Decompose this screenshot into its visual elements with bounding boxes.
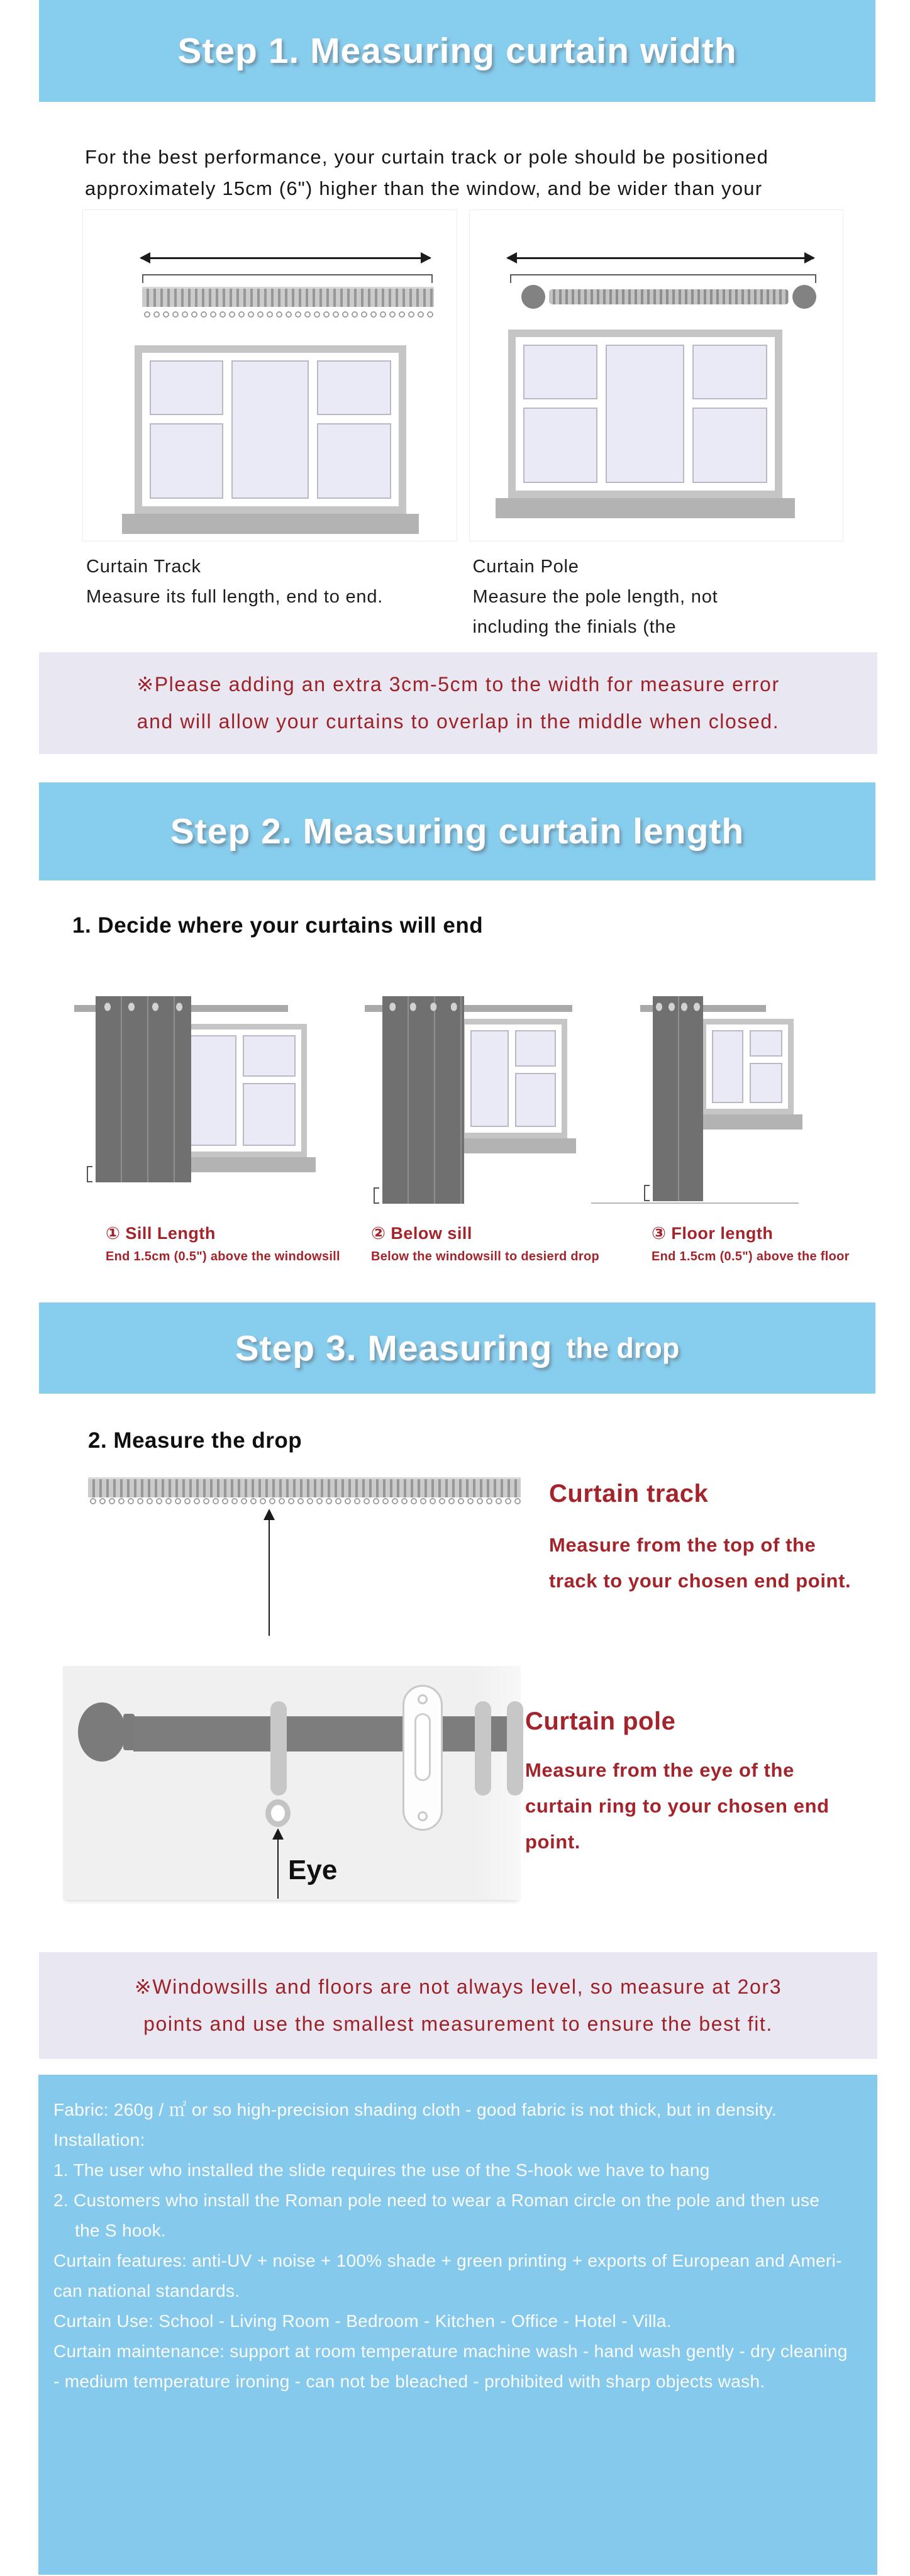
pole-drop-desc: Measure from the eye of the curtain ring to your chosen end point.: [525, 1759, 830, 1853]
step1-intro-line2: approximately 15cm (6") higher than the window, and be wider than your: [85, 177, 763, 199]
pole-bracket-graphic: [402, 1685, 443, 1831]
floor-line: [591, 1202, 799, 1204]
option-floor-length: [635, 989, 880, 1267]
pole-finial-graphic: [78, 1702, 126, 1762]
window-pane: [523, 345, 598, 399]
bracket-screw-icon: [418, 1811, 428, 1821]
window-sill-graphic: [694, 1114, 802, 1130]
curtain-track-caption: [82, 552, 457, 642]
window-sill-graphic: [122, 514, 419, 534]
window-graphic: [175, 1024, 307, 1172]
below-sill-desc: Below the windowsill to desierd drop: [371, 1250, 600, 1263]
curtain-pole-graphic: [549, 289, 789, 304]
step2-heading: 1. Decide where your curtains will end: [72, 913, 484, 938]
step1-figure-row: [82, 209, 843, 541]
footer-installation-heading: Installation:: [53, 2130, 145, 2150]
drop-arrow-icon: [269, 1511, 270, 1636]
window-pane: [231, 360, 309, 499]
curtain-pole-caption-line: Measure the pole length, not: [472, 587, 718, 607]
below-sill-figure: [358, 989, 623, 1209]
width-bracket-icon: [510, 274, 817, 283]
window-pane: [692, 345, 767, 399]
curtain-track-graphic: [88, 1477, 521, 1497]
curtain-pole-graphic: [133, 1716, 521, 1752]
window-pane: [606, 345, 684, 483]
track-drop-title: Curtain track: [549, 1480, 709, 1507]
curtain-pole-caption-title: Curtain Pole: [472, 557, 579, 577]
window-pane: [470, 1030, 509, 1127]
sill-length-desc: End 1.5cm (0.5") above the windowsill: [106, 1250, 340, 1263]
ring-eye-graphic: [265, 1799, 291, 1827]
curtain-graphic: [382, 996, 464, 1204]
footer-maintenance-line1: Curtain maintenance: support at room temperature machine wash - hand wash gently - dry cleaning: [53, 2341, 848, 2361]
window-pane: [523, 408, 598, 483]
sill-length-label: ① Sill Length: [106, 1224, 216, 1243]
option-sill-length: [57, 989, 346, 1267]
window-pane: [186, 1035, 236, 1146]
window-graphic: [459, 1019, 567, 1153]
footer-installation-step2-cont: the S hook.: [75, 2221, 166, 2240]
measure-tick-icon: [644, 1185, 650, 1201]
window-graphic: [135, 345, 406, 514]
width-measure-note-line2: and will allow your curtains to overlap in the middle when closed.: [136, 710, 780, 733]
window-pane: [515, 1030, 556, 1067]
eye-label: Eye: [288, 1855, 338, 1885]
curtain-pole-caption: [469, 552, 844, 642]
below-sill-caption: [358, 1220, 623, 1267]
step3-banner-title: Step 3. Measuring: [235, 1328, 553, 1368]
footer-maintenance-line2: - medium temperature ironing - can not be bleached - prohibited with sharp objects wash.: [53, 2372, 765, 2391]
footer-features-line2: can national standards.: [53, 2281, 240, 2301]
step3-banner-subtitle: the drop: [566, 1331, 680, 1364]
step1-intro-line1: For the best performance, your curtain track or pole should be positioned: [85, 146, 769, 168]
window-graphic: [508, 330, 783, 498]
curtain-track-caption-title: Curtain Track: [86, 557, 201, 577]
step1-intro-paragraph: [85, 142, 874, 204]
width-arrow-icon: [141, 257, 430, 259]
level-measure-note: [39, 1952, 877, 2059]
step1-banner-title: Step 1. Measuring curtain width: [177, 31, 737, 71]
bracket-slot-graphic: [414, 1713, 431, 1781]
curtain-track-figure: [82, 209, 457, 541]
sill-length-figure: [57, 989, 346, 1209]
window-pane: [243, 1083, 296, 1146]
curtain-pole-caption-line: including the finials (the: [472, 617, 677, 637]
step2-banner: [39, 782, 875, 880]
track-drop-desc: Measure from the top of the track to your chosen end point.: [549, 1534, 852, 1592]
level-measure-note-line2: points and use the smallest measurement to ensure the best fit.: [143, 2012, 773, 2035]
track-drop-text: [549, 1480, 910, 1599]
footer-installation-step2: 2. Customers who install the Roman pole need to wear a Roman circle on the pole and then use: [53, 2190, 820, 2210]
width-measure-note: [39, 652, 877, 754]
measure-tick-icon: [87, 1166, 92, 1182]
curtain-length-options-row: [57, 989, 880, 1267]
curtain-graphic: [653, 996, 703, 1201]
footer-use-line: Curtain Use: School - Living Room - Bedroom - Kitchen - Office - Hotel - Villa.: [53, 2311, 672, 2331]
curtain-pole-figure: [469, 209, 844, 541]
window-pane: [750, 1030, 782, 1057]
footer-installation-step1: 1. The user who installed the slide requires the use of the S-hook we have to hang: [53, 2160, 710, 2180]
below-sill-label: ② Below sill: [371, 1224, 472, 1243]
curtain-ring-graphic: [475, 1701, 491, 1796]
curtain-track-graphic: [142, 287, 434, 307]
window-pane: [150, 360, 223, 415]
window-pane: [317, 360, 391, 415]
window-pane: [515, 1073, 556, 1127]
product-details-footer: [38, 2075, 877, 2575]
window-sill-graphic: [453, 1138, 576, 1153]
curtain-ring-graphic: [270, 1701, 287, 1796]
curtain-ring-graphic: [507, 1701, 523, 1796]
window-sill-graphic: [496, 498, 796, 518]
step1-caption-row: [82, 552, 843, 642]
track-hooks-graphic: [142, 311, 434, 320]
width-bracket-icon: [142, 274, 433, 283]
floor-length-desc: End 1.5cm (0.5") above the floor: [652, 1250, 850, 1263]
footer-fabric-line: Fabric: 260g / ㎡ or so high-precision shading cloth - good fabric is not thick, but in density.: [53, 2100, 777, 2119]
option-below-sill: [358, 989, 623, 1267]
floor-length-figure: [635, 989, 880, 1209]
step3-heading: 2. Measure the drop: [88, 1428, 302, 1453]
floor-length-caption: [635, 1220, 880, 1267]
window-pane: [750, 1063, 782, 1103]
level-measure-note-line1: ※Windowsills and floors are not always level, so measure at 2or3: [134, 1975, 782, 1998]
width-arrow-icon: [508, 257, 814, 259]
pole-drop-title: Curtain pole: [525, 1707, 676, 1735]
curtain-graphic: [96, 996, 191, 1182]
window-pane: [692, 408, 767, 483]
track-drop-figure: [88, 1477, 910, 1666]
eye-arrow-icon: [277, 1831, 279, 1899]
footer-features-line1: Curtain features: anti-UV + noise + 100% shade + green printing + exports of European and Ameri-: [53, 2251, 842, 2270]
pole-drop-figure: [63, 1666, 910, 1905]
sill-length-caption: [57, 1220, 346, 1267]
window-pane: [317, 423, 391, 499]
width-measure-note-line1: ※Please adding an extra 3cm-5cm to the width for measure error: [136, 673, 780, 696]
bracket-screw-icon: [418, 1694, 428, 1704]
window-pane: [150, 423, 223, 499]
pole-panel-graphic: [63, 1666, 521, 1900]
pole-drop-text: [525, 1707, 887, 1860]
window-pane: [712, 1030, 743, 1103]
step1-banner: [39, 0, 875, 102]
step2-banner-title: Step 2. Measuring curtain length: [170, 811, 745, 852]
step3-banner: [39, 1302, 875, 1394]
track-hooks-graphic: [88, 1497, 521, 1507]
window-graphic: [701, 1019, 794, 1130]
curtain-track-caption-line: Measure its full length, end to end.: [86, 587, 384, 607]
measure-tick-icon: [374, 1187, 379, 1204]
window-pane: [243, 1035, 296, 1077]
floor-length-label: ③ Floor length: [652, 1224, 774, 1243]
